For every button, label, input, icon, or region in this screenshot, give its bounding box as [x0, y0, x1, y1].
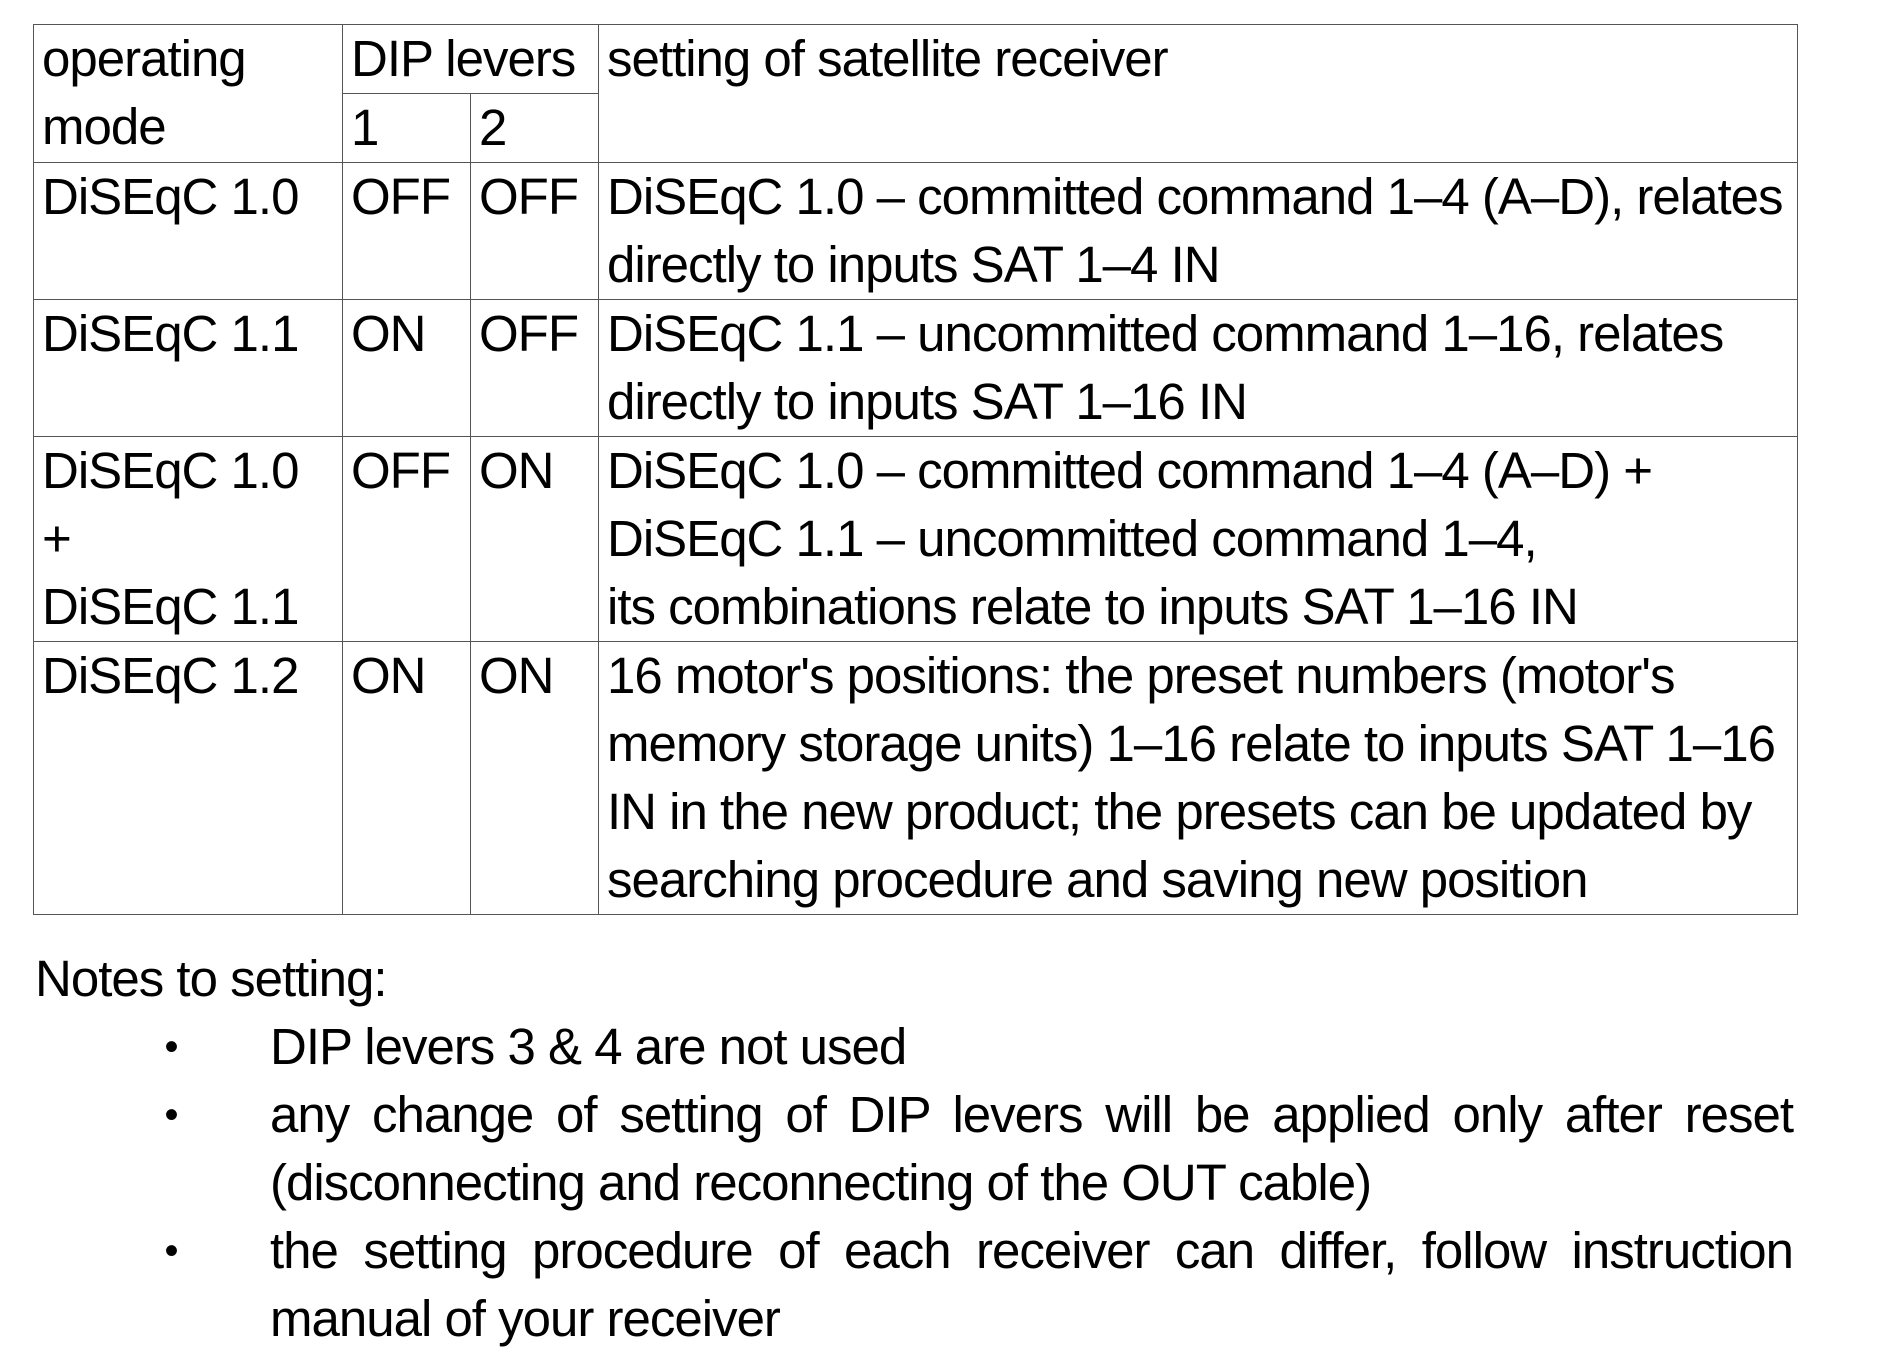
cell-lever-1: ON [343, 642, 471, 915]
notes-section [33, 945, 1793, 1353]
cell-mode: DiSEqC 1.0 [34, 163, 343, 300]
note-text: the setting procedure of each receiver can differ, follow instruction manual of your receiver [270, 1222, 1793, 1347]
table-row [34, 163, 1798, 300]
cell-mode: DiSEqC 1.0 + DiSEqC 1.1 [34, 437, 343, 642]
bullet-icon: • [164, 1025, 178, 1069]
bullet-icon: • [164, 1229, 178, 1273]
cell-lever-2: OFF [471, 163, 599, 300]
notes-title: Notes to setting: [35, 950, 387, 1007]
cell-lever-2: ON [471, 437, 599, 642]
cell-setting: DiSEqC 1.1 – uncommitted command 1–16, relates directly to inputs SAT 1–16 IN [599, 300, 1798, 437]
note-text: any change of setting of DIP levers will be applied only after reset (disconnecting and reconnecting of the OUT cable) [270, 1086, 1793, 1211]
cell-lever-1: OFF [343, 163, 471, 300]
header-setting: setting of satellite receiver [599, 25, 1798, 163]
note-text: DIP levers 3 & 4 are not used [270, 1018, 907, 1075]
table-header-row [34, 25, 1798, 94]
cell-mode: DiSEqC 1.2 [34, 642, 343, 915]
cell-lever-2: OFF [471, 300, 599, 437]
header-operating-mode: operating mode [34, 25, 343, 163]
dip-settings-table [33, 24, 1798, 915]
table-row [34, 300, 1798, 437]
list-item [33, 1217, 1793, 1353]
header-lever-1: 1 [343, 94, 471, 163]
header-dip-levers: DIP levers [343, 25, 599, 94]
table-row [34, 642, 1798, 915]
cell-mode: DiSEqC 1.1 [34, 300, 343, 437]
notes-list [33, 1013, 1793, 1353]
list-item [33, 1013, 1793, 1081]
cell-setting: DiSEqC 1.0 – committed command 1–4 (A–D), relates directly to inputs SAT 1–4 IN [599, 163, 1798, 300]
cell-setting: 16 motor's positions: the preset numbers (motor's memory storage units) 1–16 relate to inputs SAT 1–16 IN in the new product; the presets can be updated by searching procedure and saving new position [599, 642, 1798, 915]
table-row [34, 437, 1798, 642]
cell-lever-1: OFF [343, 437, 471, 642]
cell-setting: DiSEqC 1.0 – committed command 1–4 (A–D) + DiSEqC 1.1 – uncommitted command 1–4, its combinations relate to inputs SAT 1–16 IN [599, 437, 1798, 642]
header-lever-2: 2 [471, 94, 599, 163]
cell-lever-2: ON [471, 642, 599, 915]
cell-lever-1: ON [343, 300, 471, 437]
bullet-icon: • [164, 1093, 178, 1137]
list-item [33, 1081, 1793, 1217]
